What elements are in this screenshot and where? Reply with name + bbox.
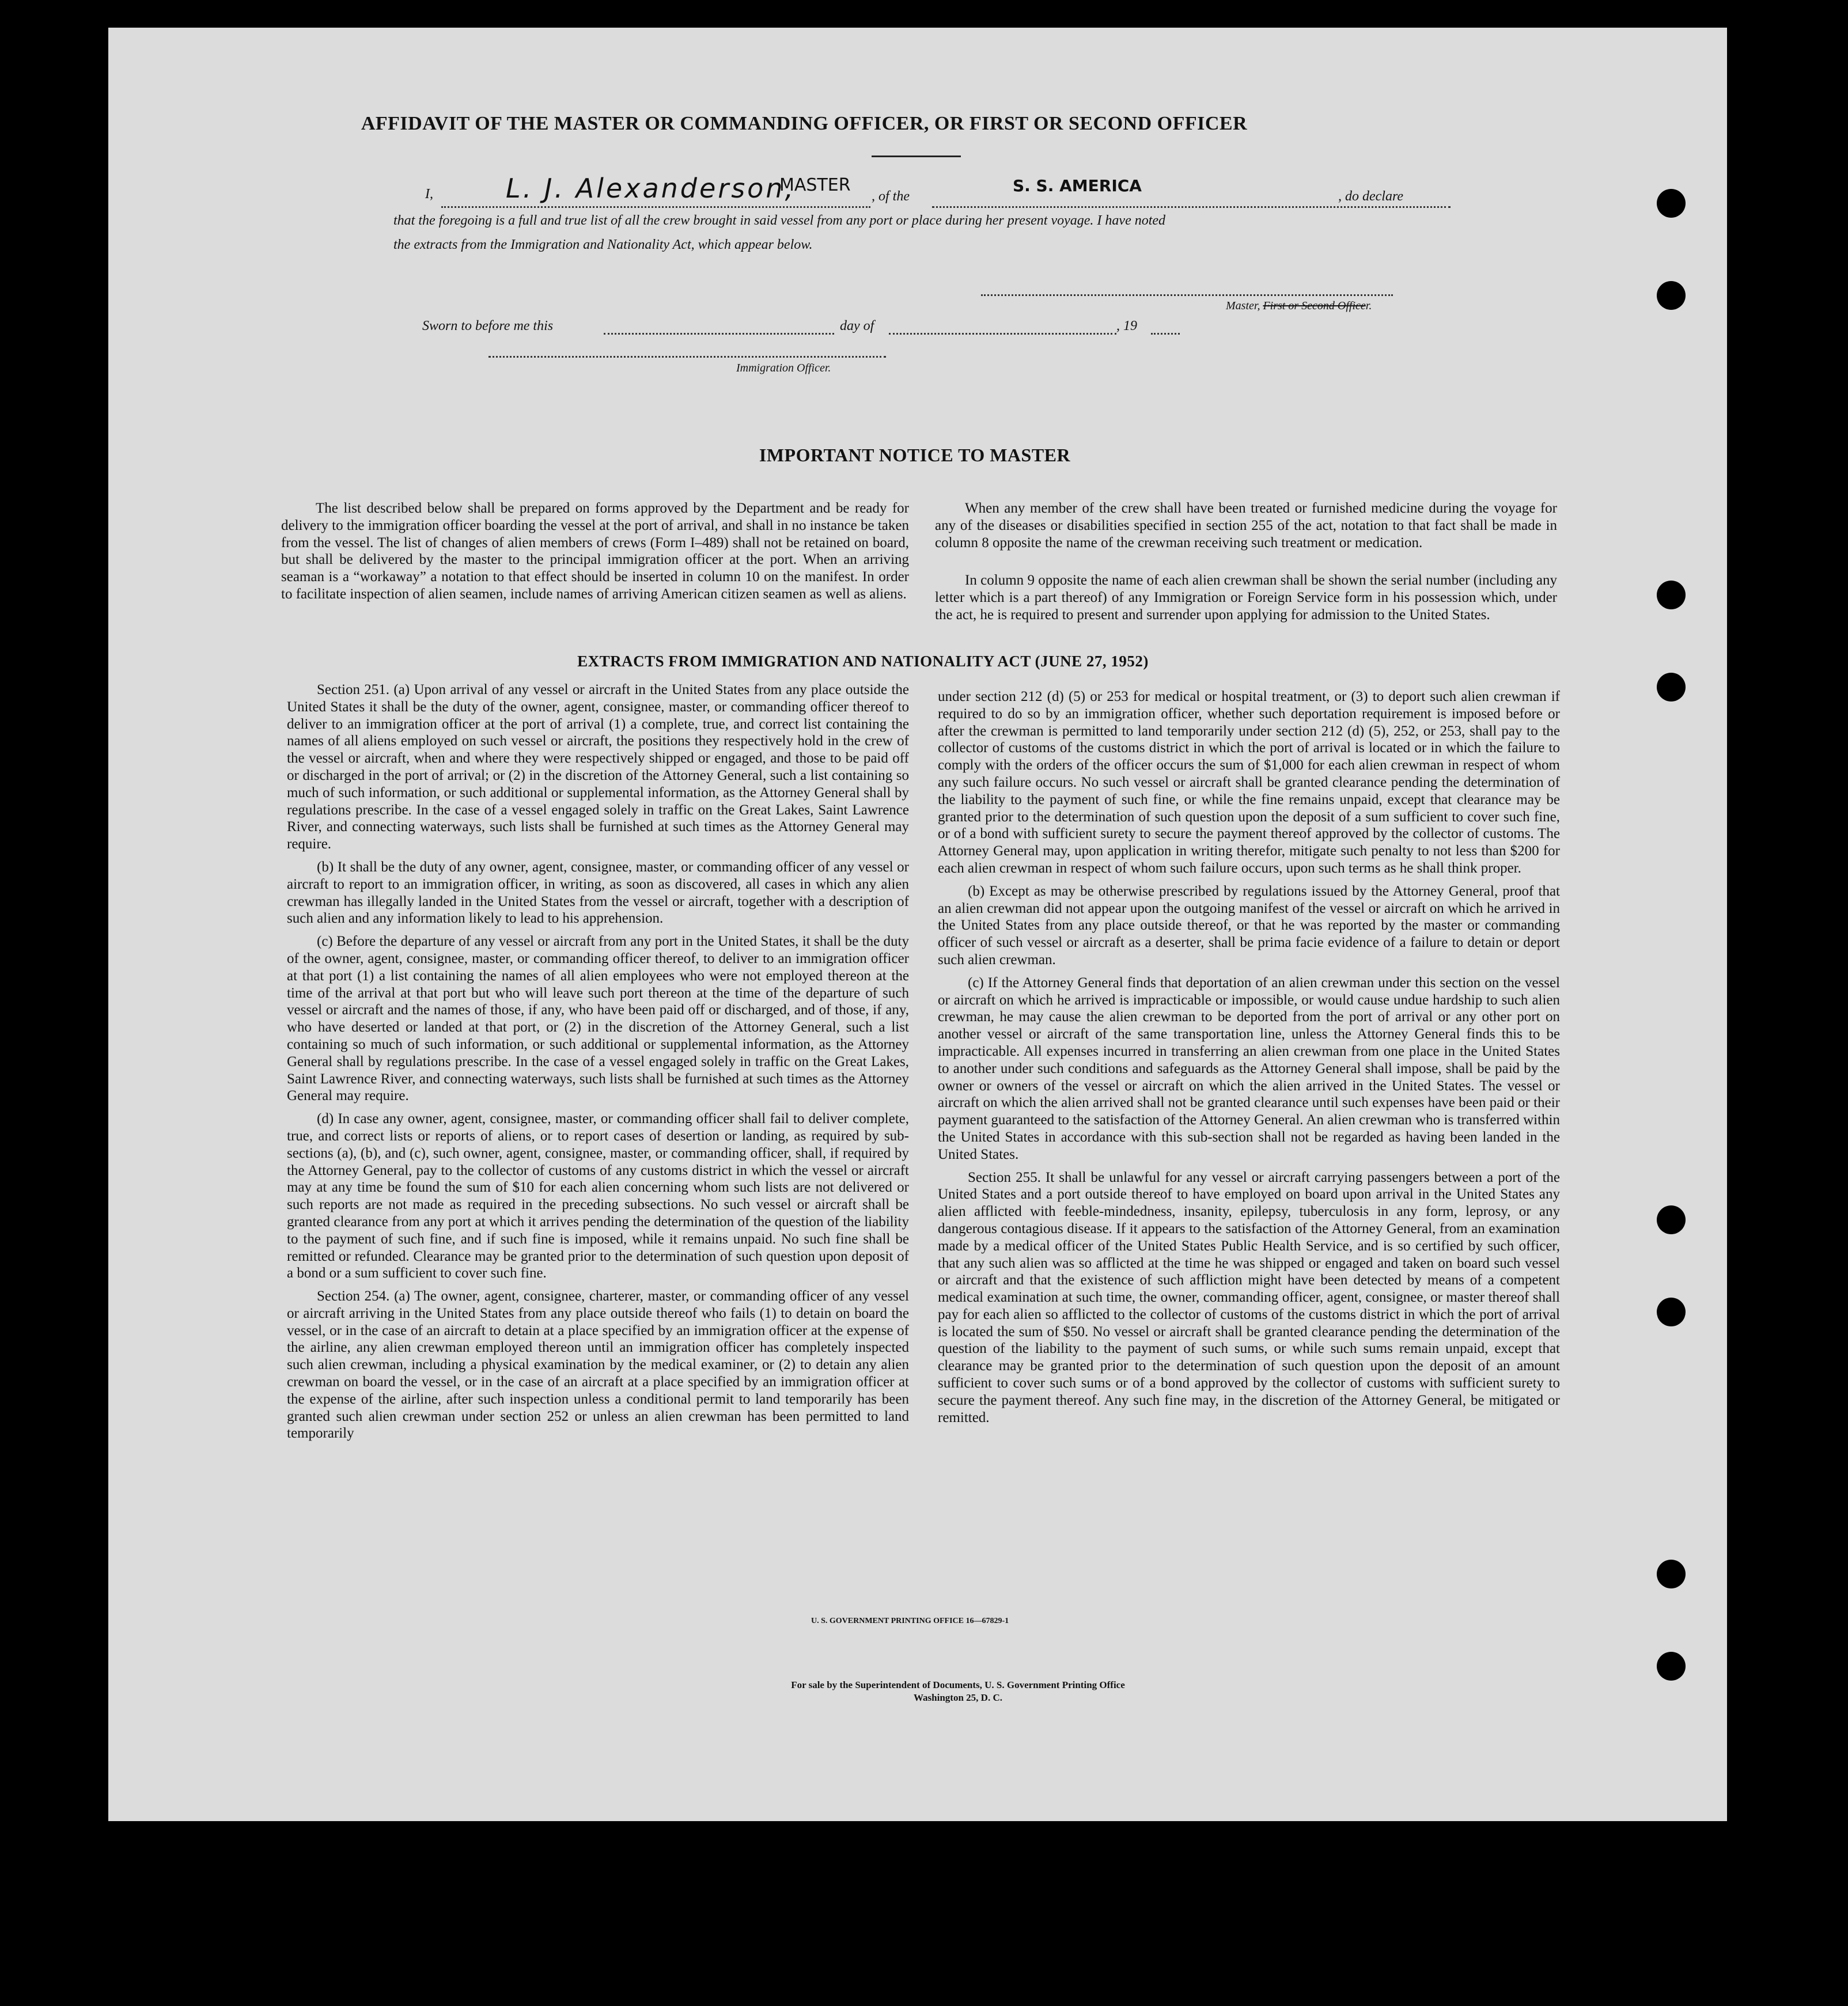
extracts-right-column xyxy=(938,688,1560,1432)
struck-officer-label: First or Second Office xyxy=(1263,299,1366,312)
notice-right-paragraph-2: In column 9 opposite the name of each alien crewman shall be shown the serial number (including any letter which is a part thereof) of any Immigration or Foreign Service form in his possession which, under the act, he is required to present and surrender upon applying for admission to the United States. xyxy=(935,572,1557,623)
punch-hole xyxy=(1657,673,1686,701)
section-254-a-continued: under section 212 (d) (5) or 253 for medical or hospital treatment, or (3) to deport such alien crewman if required to do so by an immigration officer, whether such deportation requirement is imposed before or after the crewman is permitted to land temporarily under section 212 (d) (5), 252, or 253, shall pay to the collector of customs of the customs district in which the port of arrival is located or in which the failure to comply with the orders of the officer occurs the sum of $1,000 for each alien crewman in respect of whom any such failure occurs. No such vessel or aircraft shall be granted clearance pending the determination of the liability to the payment of such fine, or while the fine remains unpaid, except that clearance may be granted prior to the determination of such question upon the deposit of a sum sufficient to cover such fine, or of a bond with sufficient surety to secure the payment thereof approved by the collector of customs. The Attorney General may, upon application in writing therefor, mitigate such penalty to not less than $200 for each alien crewman in respect of whom such failure occurs, upon such terms as he shall think proper. xyxy=(938,689,1560,876)
rank-typed: MASTER xyxy=(779,175,851,195)
notice-left-paragraph: The list described below shall be prepared on forms approved by the Department and be ready for delivery to the immigration officer boarding the vessel at the port of arrival, and shall in no instance be taken from the vessel. The list of changes of alien members of crews (Form I–489) shall not be retained on board, but shall be delivered by the master to the principal immigration officer at the port. When an arriving seaman is a “workaway” a notation to that effect should be inserted in column 10 on the manifest. In order to facilitate inspection of alien seamen, include names of arriving American citizen seamen as well as aliens. xyxy=(281,500,909,602)
day-of-label: day of xyxy=(840,318,874,333)
year-line xyxy=(1151,333,1180,335)
punch-hole xyxy=(1657,1652,1686,1681)
extracts-title: EXTRACTS FROM IMMIGRATION AND NATIONALITY ACT (JUNE 27, 1952) xyxy=(577,653,1149,670)
affidavit-title: AFFIDAVIT OF THE MASTER OR COMMANDING OFFICER, OR FIRST OR SECOND OFFICER xyxy=(361,113,1248,134)
sworn-label: Sworn to before me this xyxy=(422,318,554,333)
affidavit-line-2: that the foregoing is a full and true list of all the crew brought in said vessel from any port or place during her present voyage. I have noted xyxy=(393,213,1166,228)
sworn-day-line xyxy=(604,333,834,335)
punch-hole xyxy=(1657,581,1686,609)
sworn-month-line xyxy=(889,333,1116,335)
section-251-b: (b) It shall be the duty of any owner, agent, consignee, master, or commanding officer of any vessel or aircraft to report to an immigration officer, in writing, as soon as discovered, all cases in which any alien crewman has illegally landed in the United States from the vessel or aircraft, together with a description of such alien and any information likely to lead to his apprehension. xyxy=(287,859,909,927)
i-label: I, xyxy=(425,187,433,202)
section-254-b: (b) Except as may be otherwise prescribed by regulations issued by the Attorney General, proof that an alien crewman did not appear upon the outgoing manifest of the vessel or aircraft on which he arrived in the United States from any place outside thereof, or that he was reported by the master or commanding officer of such vessel or aircraft as a deserter, shall be prima facie evidence of a failure to detain or deport such alien crewman. xyxy=(938,883,1560,968)
document-page xyxy=(108,28,1727,1821)
immigration-officer-label: Immigration Officer. xyxy=(736,362,831,374)
vessel-name-typed: S. S. AMERICA xyxy=(1013,176,1142,195)
notice-title: IMPORTANT NOTICE TO MASTER xyxy=(759,445,1071,465)
master-name-handwritten: L. J. Alexanderson, xyxy=(506,173,796,204)
notice-right-paragraph-1: When any member of the crew shall have been treated or furnished medicine during the voyage for any of the diseases or disabilities specified in section 255 of the act, notation to that fact shall be made in column 8 opposite the name of the crewman receiving such treatment or medication. xyxy=(935,500,1557,551)
punch-hole xyxy=(1657,1298,1686,1326)
section-251-a: Section 251. (a) Upon arrival of any vessel or aircraft in the United States from any place outside the United States it shall be the duty of the owner, agent, consignee, master, or commanding officer thereof to deliver to an immigration officer at the port of arrival (1) a complete, true, and correct list containing the names of all aliens employed on such vessel or aircraft, the positions they respectively hold in the crew of the vessel or aircraft, when and where they were respectively shipped or engaged, and those to be paid off or discharged in the port of arrival; or (2) in the discretion of the Attorney General, such a list containing so much of such information, or such additional or supplemental information, as the Attorney General shall by regulations prescribe. In the case of a vessel engaged solely in traffic on the Great Lakes, Saint Lawrence River, and connecting waterways, such lists shall be furnished at such times as the Attorney General may require. xyxy=(287,682,909,852)
vessel-line xyxy=(932,206,1451,208)
punch-hole xyxy=(1657,1205,1686,1234)
master-signature-line xyxy=(981,294,1393,296)
title-rule xyxy=(872,156,961,157)
of-the-label: , of the xyxy=(872,189,910,204)
punch-hole xyxy=(1657,189,1686,218)
declare-label: , do declare xyxy=(1338,189,1404,204)
section-251-d: (d) In case any owner, agent, consignee, master, or commanding officer shall fail to deliver complete, true, and correct lists or reports of aliens, or to report cases of desertion or landing, as required by sub-sections (a), (b), and (c), such owner, agent, consignee, master, or commanding officer, shall, if required by the Attorney General, pay to the collector of customs of any customs district in which the vessel or aircraft may at any time be found the sum of $10 for each alien concerning whom such lists are not delivered or such reports are not made as required in the preceding subsections. No such vessel or aircraft shall be granted clearance from any port at which it arrives pending the determination of the question of the liability to the payment of such fine, and if such fine is imposed, while it remains unpaid. No such fine shall be remitted or refunded. Clearance may be granted prior to the determination of such question upon deposit of a bond or a sum sufficient to cover such fine. xyxy=(287,1111,909,1281)
section-255: Section 255. It shall be unlawful for any vessel or aircraft carrying passengers between a port of the United States and a port outside thereof to have employed on board upon arrival in the United States any alien afflicted with feeble-mindedness, insanity, epilepsy, tuberculosis in any form, leprosy, or any dangerous contagious disease. If it appears to the satisfaction of the Attorney General, from an examination made by a medical officer of the United States Public Health Service, and is so certified by such officer, that any such alien was so afflicted at the time he was shipped or engaged and taken on board such vessel or aircraft and that the existence of such affliction might have been detected by means of a competent medical examination at such time, the owner, commanding officer, agent, consignee, or master thereof shall pay for each alien so afflicted to the collector of customs of the customs district in which the port of arrival is located the sum of $50. No vessel or aircraft shall be granted clearance pending the determination of the question of the liability to the payment of such sums, or while such sums remain unpaid, except that clearance may be granted prior to the determination of such question upon the deposit of an amount sufficient to cover such sums or of a bond approved by the collector of customs with sufficient surety to secure the payment thereof. Any such fine may, in the discretion of the Attorney General, be mitigated or remitted. xyxy=(938,1169,1560,1425)
extracts-left-column xyxy=(287,681,909,1448)
year-label: , 19 xyxy=(1116,318,1137,333)
punch-hole xyxy=(1657,281,1686,310)
master-signature-caption: Master, First or Second Officer. xyxy=(1226,299,1372,312)
section-254-a: Section 254. (a) The owner, agent, consignee, charterer, master, or commanding officer of any vessel or aircraft arriving in the United States from any place outside thereof who fails (1) to detain on board the vessel, or in the case of an aircraft to detain at a place specified by an immigration officer at the expense of the airline, any alien crewman employed thereon until an immigration officer has completely inspected such alien crewman, including a physical examination by the medical examiner, or (2) to detain any alien crewman on board the vessel, or in the case of an aircraft at a place specified by an immigration officer at the expense of the airline, after such inspection unless a conditional permit to land temporarily has been granted such alien crewman under section 252 or unless an alien crewman has been permitted to land temporarily xyxy=(287,1288,909,1442)
sale-line-1: For sale by the Superintendent of Documents, U. S. Government Printing Office xyxy=(791,1679,1125,1690)
section-254-c: (c) If the Attorney General finds that deportation of an alien crewman under this section on the vessel or aircraft on which he arrived is impracticable or impossible, or would cause undue hardship to such alien crewman, he may cause the alien crewman to be deported from the port of arrival or any other port on another vessel or aircraft of the same transportation line, unless the Attorney General finds this to be impracticable. All expenses incurred in transferring an alien crewman from one place in the United States to another under such conditions and safeguards as the Attorney General shall impose, shall be paid by the owner or owners of the vessel or aircraft on which the alien arrived in the United States. The vessel or aircraft on which the alien arrived shall not be granted clearance until such expenses have been paid or their payment guaranteed to the satisfaction of the Attorney General. An alien crewman who is transferred within the United States in accordance with this sub-section shall not be regarded as having been landed in the United States. xyxy=(938,974,1560,1162)
affidavit-line-3: the extracts from the Immigration and Nationality Act, which appear below. xyxy=(393,237,813,252)
section-251-c: (c) Before the departure of any vessel or aircraft from any port in the United States, it shall be the duty of the owner, agent, consignee, master, or commanding officer thereof, to deliver to an immigration officer at that port (1) a list containing the names of all alien employees who were not employed thereon at the time of the arrival at that port but who will leave such port thereon at the time of the departure of such vessel or aircraft and the names of those, if any, who have been paid off or discharged, and of those, if any, who have deserted or landed at that port, or (2) in the discretion of the Attorney General, such a list containing so much of such information, or such additional or supplemental information, as the Attorney General shall by regulations prescribe. In the case of a vessel engaged solely in traffic on the Great Lakes, Saint Lawrence River, and connecting waterways, such lists shall be furnished at such times as the Attorney General may require. xyxy=(287,934,909,1104)
sale-line-2: Washington 25, D. C. xyxy=(914,1692,1002,1703)
immigration-officer-line xyxy=(488,356,886,358)
name-line xyxy=(441,206,870,208)
punch-hole xyxy=(1657,1560,1686,1588)
printing-office-imprint: U. S. GOVERNMENT PRINTING OFFICE 16—67829-1 xyxy=(811,1617,1009,1625)
